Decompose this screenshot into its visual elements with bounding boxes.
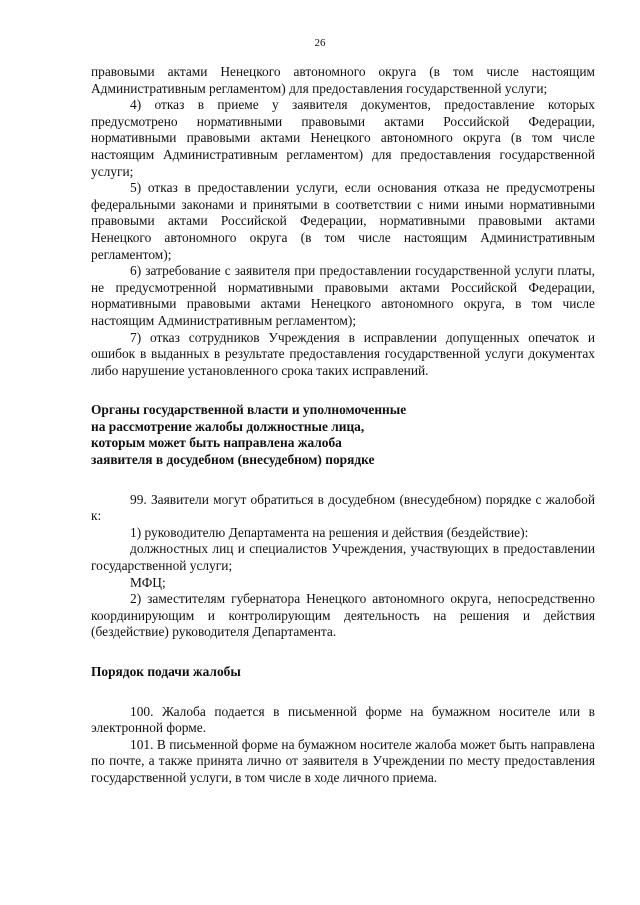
paragraph-99-item-2: 2) заместителям губернатора Ненецкого автономного округа, непосредственно координирующим и контролирующим деятельность на решения и действия (бездействие) руководителя Департамента. xyxy=(91,591,595,640)
paragraph-item-5: 5) отказ в предоставлении услуги, если основания отказа не предусмотрены федеральными законами и принятыми в соответствии с ними иными нормативными правовыми актами Российской Федерации, нормативными правовыми актами Ненецкого автономного округа (в том числе настоящим Административным регламентом); xyxy=(91,180,595,262)
paragraph-101: 101. В письменной форме на бумажном носителе жалоба может быть направлена по почте, а также принята лично от заявителя в Учреждении по месту предоставления государственной услуги, в том числе в ходе личного приема. xyxy=(91,736,595,785)
paragraph-99: 99. Заявители могут обратиться в досудебном (внесудебном) порядке с жалобой к: xyxy=(91,491,595,524)
paragraph-item-6: 6) затребование с заявителя при предоставлении государственной услуги платы, не предусмотренной нормативными правовыми актами Российской Федерации, нормативными правовыми актами Ненецкого автономного округа, в том числе настоящим Административным регламентом); xyxy=(91,263,595,328)
page-number: 26 xyxy=(314,37,326,49)
heading-line: Органы государственной власти и уполномоченные xyxy=(91,402,407,418)
paragraph-99-mfc: МФЦ; xyxy=(130,574,166,590)
paragraph-100: 100. Жалоба подается в письменной форме на бумажном носителе или в электронной форме. xyxy=(91,703,595,736)
paragraph-continuation: правовыми актами Ненецкого автономного округа (в том числе настоящим Административным регламентом) для предоставления государственной услуги; xyxy=(91,64,595,96)
paragraph-item-4: 4) отказ в приеме у заявителя документов, предоставление которых предусмотрено нормативными правовыми актами Российской Федерации, нормативными правовыми актами Ненецкого автономного округа (в том числе настоящим Административным регламентом) для предоставления государственной услуги; xyxy=(91,97,595,179)
paragraph-item-7: 7) отказ сотрудников Учреждения в исправлении допущенных опечаток и ошибок в выданных в результате предоставления государственной услуги документах либо нарушение установленного срока таких исправлений. xyxy=(91,329,595,378)
heading-line: на рассмотрение жалобы должностные лица, xyxy=(91,418,365,434)
heading-line: которым может быть направлена жалоба xyxy=(91,435,342,451)
section-heading-authorities xyxy=(91,402,595,468)
paragraph-99-officials: должностных лиц и специалистов Учреждения, участвующих в предоставлении государственной услуги; xyxy=(91,541,595,574)
heading-line: заявителя в досудебном (внесудебном) порядке xyxy=(91,452,375,468)
paragraph-99-item-1: 1) руководителю Департамента на решения и действия (бездействие): xyxy=(130,524,529,540)
section-heading-complaint-procedure: Порядок подачи жалобы xyxy=(91,664,241,679)
document-body xyxy=(91,64,595,787)
